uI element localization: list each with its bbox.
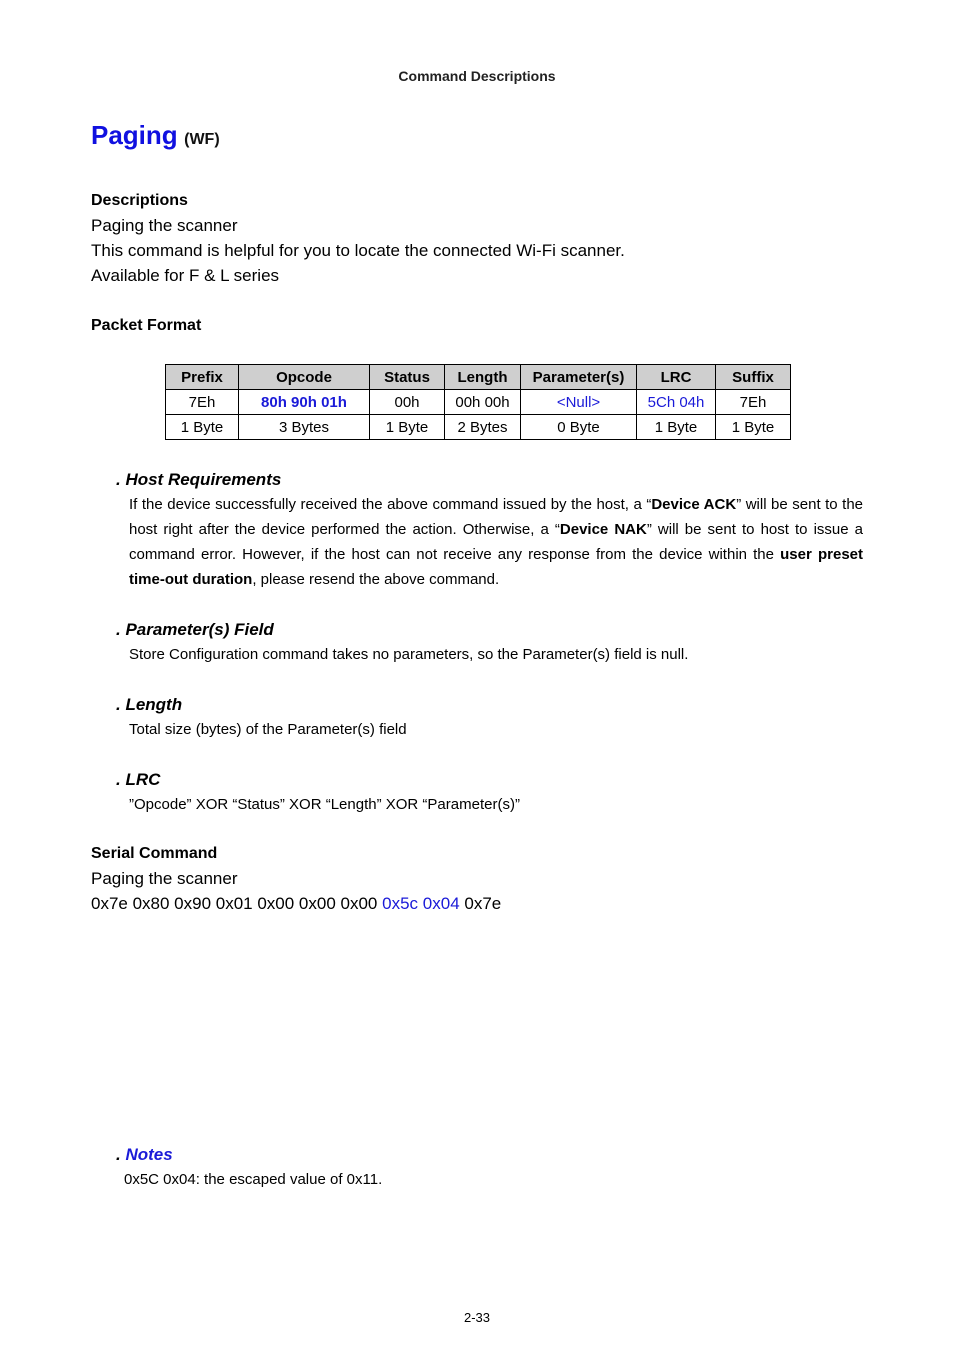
- text-run: ” will be sent to host to issue a command error. However, if the host can not receive any response from the device within the: [129, 521, 863, 563]
- cell-opcode-value: 80h 90h 01h: [239, 390, 370, 415]
- text-run: , please resend the above command.: [252, 571, 500, 588]
- cell-length-value: 00h 00h: [445, 390, 521, 415]
- host-requirements-text: [129, 492, 863, 592]
- table-header-row: [166, 365, 791, 390]
- command-suffix-byte: 0x7e: [464, 894, 502, 913]
- packet-format-heading: Packet Format: [91, 317, 202, 334]
- descriptions-line: Paging the scanner: [91, 216, 238, 235]
- column-header-length: Length: [445, 365, 521, 390]
- length-text: Total size (bytes) of the Parameter(s) field: [129, 721, 407, 738]
- column-header-lrc: LRC: [637, 365, 716, 390]
- table-row: [166, 415, 791, 440]
- device-ack-term: Device ACK: [651, 496, 737, 513]
- command-lrc-byte: 0x5c: [382, 894, 419, 913]
- text-run: ” will be sent to the host right after the device performed the action. Otherwise, a “: [129, 496, 864, 538]
- text-run: If the device successfully received the above command issued by the host, a “: [129, 496, 652, 513]
- page-title: [91, 120, 220, 151]
- cell-status-size: 1 Byte: [370, 415, 445, 440]
- descriptions-line: This command is helpful for you to locate the connected Wi-Fi scanner.: [91, 241, 625, 260]
- cell-status-value: 00h: [370, 390, 445, 415]
- page-number: 2-33: [463, 1310, 491, 1325]
- serial-command-bytes: [91, 891, 501, 916]
- timeout-term: user preset time-out duration: [129, 546, 863, 588]
- cell-parameters-size: 0 Byte: [521, 415, 637, 440]
- page-title-main: Paging: [91, 120, 178, 150]
- command-lrc-byte: 0x04: [422, 894, 460, 913]
- cell-prefix-size: 1 Byte: [166, 415, 239, 440]
- cell-parameters-value: <Null>: [521, 390, 637, 415]
- lrc-heading: . LRC: [116, 770, 161, 789]
- column-header-suffix: Suffix: [716, 365, 791, 390]
- notes-dot: .: [116, 1145, 126, 1164]
- running-header: Command Descriptions: [398, 68, 556, 84]
- cell-suffix-value: 7Eh: [716, 390, 791, 415]
- page-title-code: (WF): [184, 131, 220, 148]
- column-header-opcode: Opcode: [239, 365, 370, 390]
- descriptions-heading: Descriptions: [91, 192, 188, 209]
- column-header-parameters: Parameter(s): [521, 365, 637, 390]
- parameter-field-heading: . Parameter(s) Field: [116, 620, 274, 639]
- column-header-prefix: Prefix: [166, 365, 239, 390]
- length-heading: . Length: [116, 695, 183, 714]
- parameter-field-text: Store Configuration command takes no parameters, so the Parameter(s) field is null.: [129, 646, 689, 663]
- notes-text: 0x5C 0x04: the escaped value of 0x11.: [124, 1171, 383, 1188]
- packet-format-table: [165, 364, 791, 440]
- cell-prefix-value: 7Eh: [166, 390, 239, 415]
- lrc-text: ”Opcode” XOR “Status” XOR “Length” XOR “Parameter(s)”: [129, 796, 520, 813]
- cell-lrc-value: 5Ch 04h: [637, 390, 716, 415]
- serial-command-description: Paging the scanner: [91, 869, 238, 888]
- table-row: [166, 390, 791, 415]
- cell-lrc-size: 1 Byte: [637, 415, 716, 440]
- notes-heading: [116, 1145, 173, 1165]
- cell-length-size: 2 Bytes: [445, 415, 521, 440]
- device-nak-term: Device NAK: [559, 521, 647, 538]
- cell-opcode-size: 3 Bytes: [239, 415, 370, 440]
- column-header-status: Status: [370, 365, 445, 390]
- cell-suffix-size: 1 Byte: [716, 415, 791, 440]
- command-prefix-bytes: 0x7e 0x80 0x90 0x01 0x00 0x00 0x00: [91, 894, 378, 913]
- serial-command-heading: Serial Command: [91, 845, 218, 862]
- descriptions-body: [91, 213, 625, 288]
- serial-command-body: [91, 866, 501, 916]
- descriptions-line: Available for F & L series: [91, 266, 280, 285]
- host-requirements-heading: . Host Requirements: [116, 470, 282, 489]
- notes-label: Notes: [125, 1145, 173, 1164]
